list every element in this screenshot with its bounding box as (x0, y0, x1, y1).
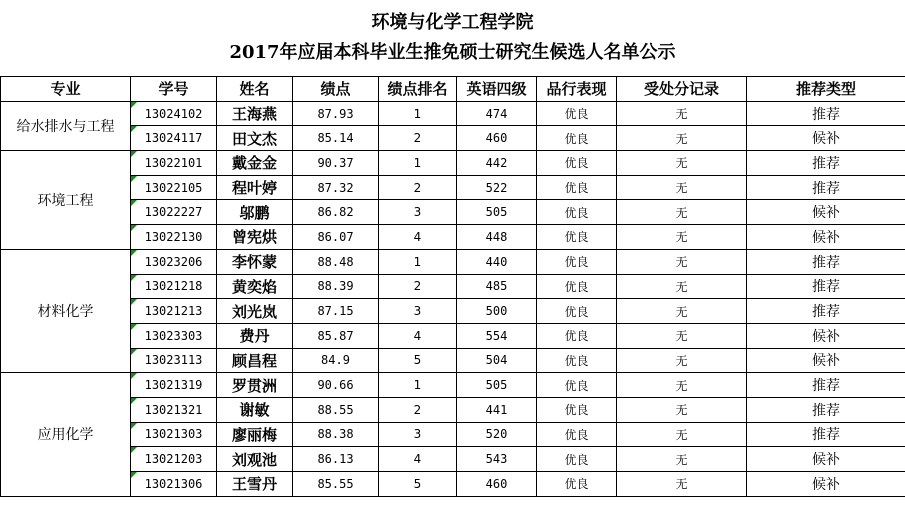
gpa-rank-cell: 2 (379, 175, 457, 200)
gpa-cell: 86.07 (293, 225, 379, 250)
gpa-cell: 87.32 (293, 175, 379, 200)
discipline-record-cell: 无 (617, 299, 747, 324)
discipline-record-cell: 无 (617, 373, 747, 398)
gpa-rank-cell: 5 (379, 472, 457, 497)
gpa-rank-cell: 1 (379, 101, 457, 126)
table-row (1, 299, 905, 324)
table-row (1, 225, 905, 250)
recommend-type-cell: 推荐 (747, 274, 905, 299)
conduct-cell: 优良 (537, 126, 617, 151)
cet4-score-cell: 554 (457, 323, 537, 348)
conduct-cell: 优良 (537, 101, 617, 126)
conduct-cell: 优良 (537, 200, 617, 225)
conduct-cell: 优良 (537, 249, 617, 274)
gpa-rank-cell: 2 (379, 274, 457, 299)
student-name-cell: 王海燕 (217, 101, 293, 126)
gpa-cell: 87.93 (293, 101, 379, 126)
cet4-score-cell: 448 (457, 225, 537, 250)
student-name-cell: 邬鹏 (217, 200, 293, 225)
header-gpa-rank: 绩点排名 (379, 77, 457, 102)
gpa-cell: 85.87 (293, 323, 379, 348)
gpa-cell: 90.37 (293, 151, 379, 176)
student-id-cell: 13021319 (131, 373, 217, 398)
header-cet4: 英语四级 (457, 77, 537, 102)
document-title: 环境与化学工程学院 (371, 12, 534, 33)
discipline-record-cell: 无 (617, 200, 747, 225)
conduct-cell: 优良 (537, 373, 617, 398)
recommend-type-cell: 推荐 (747, 175, 905, 200)
header-row (1, 77, 905, 102)
table-row (1, 397, 905, 422)
recommend-type-cell: 推荐 (747, 101, 905, 126)
student-id-cell: 13022105 (131, 175, 217, 200)
student-id-cell: 13022101 (131, 151, 217, 176)
conduct-cell: 优良 (537, 274, 617, 299)
gpa-rank-cell: 3 (379, 200, 457, 225)
student-name-cell: 王雪丹 (217, 472, 293, 497)
table-row (1, 348, 905, 373)
cet4-score-cell: 442 (457, 151, 537, 176)
conduct-cell: 优良 (537, 175, 617, 200)
gpa-rank-cell: 4 (379, 447, 457, 472)
gpa-cell: 86.82 (293, 200, 379, 225)
cet4-score-cell: 460 (457, 472, 537, 497)
cet4-score-cell: 543 (457, 447, 537, 472)
gpa-cell: 88.48 (293, 249, 379, 274)
cet4-score-cell: 522 (457, 175, 537, 200)
student-id-cell: 13021218 (131, 274, 217, 299)
student-id-cell: 13022227 (131, 200, 217, 225)
discipline-record-cell: 无 (617, 274, 747, 299)
gpa-rank-cell: 5 (379, 348, 457, 373)
conduct-cell: 优良 (537, 472, 617, 497)
discipline-record-cell: 无 (617, 323, 747, 348)
conduct-cell: 优良 (537, 348, 617, 373)
recommend-type-cell: 候补 (747, 126, 905, 151)
gpa-cell: 88.55 (293, 397, 379, 422)
recommend-type-cell: 推荐 (747, 299, 905, 324)
student-id-cell: 13021321 (131, 397, 217, 422)
recommend-type-cell: 推荐 (747, 397, 905, 422)
table-row (1, 447, 905, 472)
student-name-cell: 刘光岚 (217, 299, 293, 324)
gpa-rank-cell: 3 (379, 299, 457, 324)
student-name-cell: 顾昌程 (217, 348, 293, 373)
student-id-cell: 13023113 (131, 348, 217, 373)
candidate-table (0, 76, 905, 497)
cet4-score-cell: 505 (457, 373, 537, 398)
student-id-cell: 13021213 (131, 299, 217, 324)
discipline-record-cell: 无 (617, 101, 747, 126)
gpa-cell: 88.38 (293, 422, 379, 447)
student-id-cell: 13021303 (131, 422, 217, 447)
gpa-rank-cell: 1 (379, 151, 457, 176)
gpa-cell: 85.14 (293, 126, 379, 151)
discipline-record-cell: 无 (617, 126, 747, 151)
discipline-record-cell: 无 (617, 151, 747, 176)
recommend-type-cell: 候补 (747, 472, 905, 497)
header-recommend-type: 推荐类型 (747, 77, 905, 102)
student-name-cell: 黄奕焰 (217, 274, 293, 299)
gpa-rank-cell: 3 (379, 422, 457, 447)
student-id-cell: 13024102 (131, 101, 217, 126)
student-name-cell: 谢敏 (217, 397, 293, 422)
conduct-cell: 优良 (537, 151, 617, 176)
table-row (1, 249, 905, 274)
table-row (1, 101, 905, 126)
student-name-cell: 戴金金 (217, 151, 293, 176)
discipline-record-cell: 无 (617, 472, 747, 497)
table-row (1, 175, 905, 200)
recommend-type-cell: 推荐 (747, 373, 905, 398)
gpa-rank-cell: 2 (379, 126, 457, 151)
cet4-score-cell: 440 (457, 249, 537, 274)
student-name-cell: 罗贯洲 (217, 373, 293, 398)
header-gpa: 绩点 (293, 77, 379, 102)
gpa-cell: 87.15 (293, 299, 379, 324)
recommend-type-cell: 候补 (747, 225, 905, 250)
discipline-record-cell: 无 (617, 249, 747, 274)
cet4-score-cell: 474 (457, 101, 537, 126)
gpa-rank-cell: 1 (379, 373, 457, 398)
discipline-record-cell: 无 (617, 348, 747, 373)
major-cell: 给水排水与工程 (1, 101, 131, 150)
gpa-cell: 84.9 (293, 348, 379, 373)
student-name-cell: 廖丽梅 (217, 422, 293, 447)
major-cell: 材料化学 (1, 249, 131, 372)
cet4-score-cell: 441 (457, 397, 537, 422)
table-row (1, 151, 905, 176)
student-name-cell: 田文杰 (217, 126, 293, 151)
header-student-id: 学号 (131, 77, 217, 102)
table-row (1, 200, 905, 225)
table-row (1, 472, 905, 497)
recommend-type-cell: 候补 (747, 323, 905, 348)
gpa-cell: 86.13 (293, 447, 379, 472)
gpa-rank-cell: 2 (379, 397, 457, 422)
cet4-score-cell: 520 (457, 422, 537, 447)
header-conduct: 品行表现 (537, 77, 617, 102)
recommend-type-cell: 推荐 (747, 422, 905, 447)
cet4-score-cell: 504 (457, 348, 537, 373)
gpa-rank-cell: 4 (379, 323, 457, 348)
cet4-score-cell: 485 (457, 274, 537, 299)
conduct-cell: 优良 (537, 397, 617, 422)
student-id-cell: 13021203 (131, 447, 217, 472)
conduct-cell: 优良 (537, 422, 617, 447)
major-cell: 环境工程 (1, 151, 131, 250)
gpa-cell: 88.39 (293, 274, 379, 299)
student-id-cell: 13023206 (131, 249, 217, 274)
student-name-cell: 刘观池 (217, 447, 293, 472)
conduct-cell: 优良 (537, 447, 617, 472)
recommend-type-cell: 候补 (747, 348, 905, 373)
table-row (1, 373, 905, 398)
table-row (1, 323, 905, 348)
recommend-type-cell: 推荐 (747, 249, 905, 274)
table-row (1, 126, 905, 151)
student-name-cell: 李怀蒙 (217, 249, 293, 274)
recommend-type-cell: 候补 (747, 447, 905, 472)
student-name-cell: 程叶婷 (217, 175, 293, 200)
discipline-record-cell: 无 (617, 397, 747, 422)
table-row (1, 422, 905, 447)
recommend-type-cell: 候补 (747, 200, 905, 225)
discipline-record-cell: 无 (617, 175, 747, 200)
header-name: 姓名 (217, 77, 293, 102)
discipline-record-cell: 无 (617, 447, 747, 472)
student-id-cell: 13024117 (131, 126, 217, 151)
discipline-record-cell: 无 (617, 422, 747, 447)
cet4-score-cell: 500 (457, 299, 537, 324)
student-id-cell: 13023303 (131, 323, 217, 348)
document-subtitle: 2017年应届本科毕业生推免硕士研究生候选人名单公示 (229, 42, 676, 63)
gpa-cell: 85.55 (293, 472, 379, 497)
gpa-rank-cell: 4 (379, 225, 457, 250)
conduct-cell: 优良 (537, 225, 617, 250)
table-row (1, 274, 905, 299)
cet4-score-cell: 460 (457, 126, 537, 151)
discipline-record-cell: 无 (617, 225, 747, 250)
student-name-cell: 费丹 (217, 323, 293, 348)
gpa-rank-cell: 1 (379, 249, 457, 274)
gpa-cell: 90.66 (293, 373, 379, 398)
header-major: 专业 (1, 77, 131, 102)
recommend-type-cell: 推荐 (747, 151, 905, 176)
conduct-cell: 优良 (537, 299, 617, 324)
conduct-cell: 优良 (537, 323, 617, 348)
student-id-cell: 13022130 (131, 225, 217, 250)
student-id-cell: 13021306 (131, 472, 217, 497)
major-cell: 应用化学 (1, 373, 131, 496)
header-discipline: 受处分记录 (617, 77, 747, 102)
cet4-score-cell: 505 (457, 200, 537, 225)
student-name-cell: 曾宪烘 (217, 225, 293, 250)
